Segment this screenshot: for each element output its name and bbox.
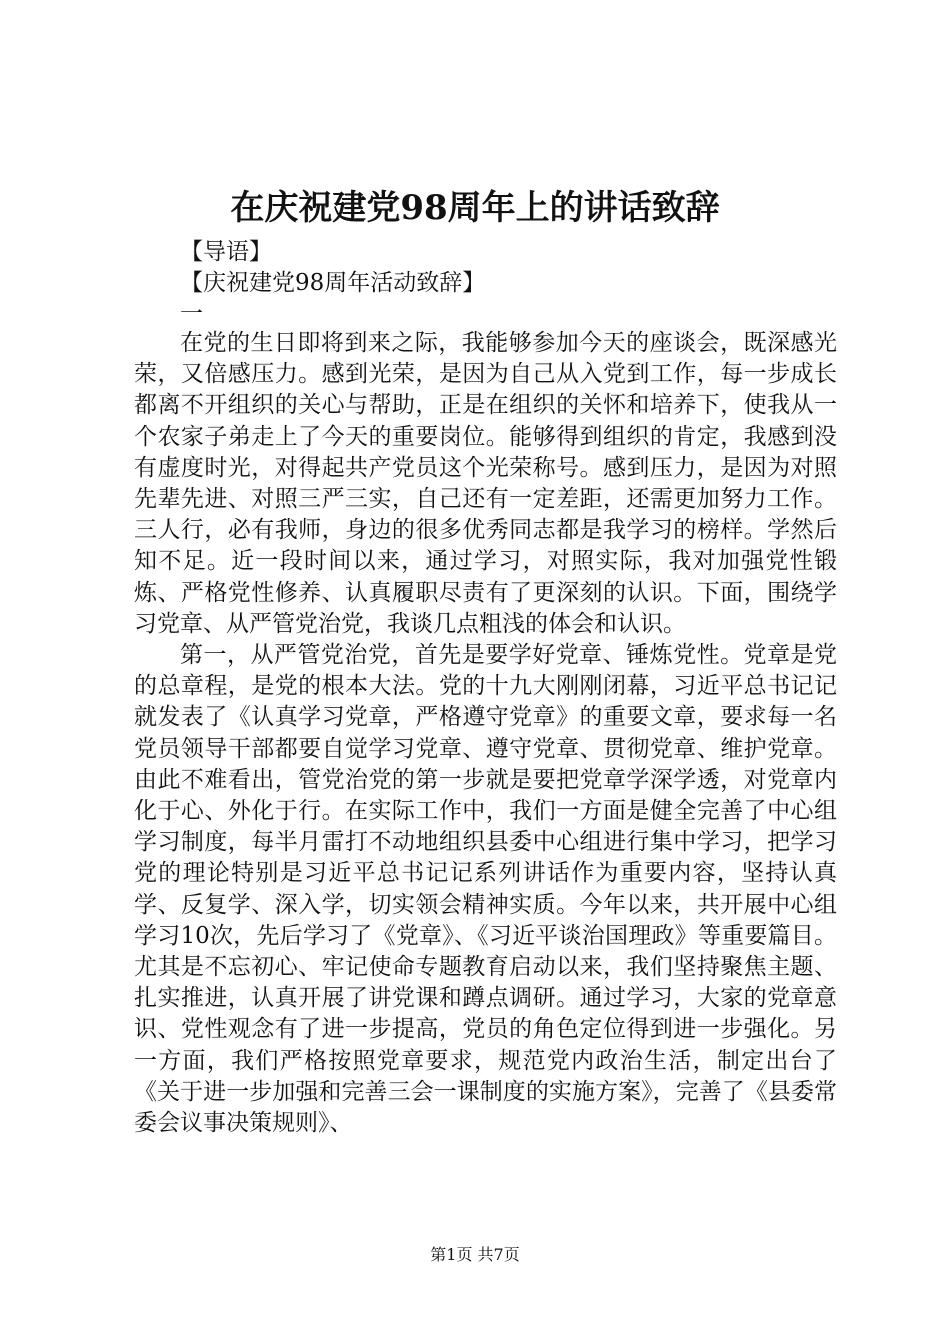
paragraph-first-point: 第一，从严管党治党，首先是要学好党章、锤炼党性。党章是党的总章程，是党的根本大法。党的十九大刚刚闭幕，习近平总书记记就发表了《认真学习党章，严格遵守党章》的重要文章，要求每一名党员领导干部都要自觉学习党章、遵守党章、贯彻党章、维护党章。由此不难看出，管党治党的第一步就是要把党章学深学透，对党章内化于心、外化于行。在实际工作中，我们一方面是健全完善了中心组学习制度，每半月雷打不动地组织县委中心组进行集中学习，把学习党的理论特别是习近平总书记记系列讲话作为重要内容，坚持认真学、反复学、深入学，切实领会精神实质。今年以来，共开展中心组学习10次，先后学习了《党章》、《习近平谈治国理政》等重要篇目。尤其是不忘初心、牢记使命专题教育启动以来，我们坚持聚焦主题、扎实推进，认真开展了讲党课和蹲点调研。通过学习，大家的党章意识、党性观念有了进一步提高，党员的角色定位得到进一步强化。另一方面，我们严格按照党章要求，规范党内政治生活，制定出台了《关于进一步加强和完善三会一课制度的实施方案》，完善了《县委常委会议事决策规则》、 xyxy=(134,642,837,1137)
document-body xyxy=(134,328,837,1139)
guide-label: 【导语】 xyxy=(180,239,272,265)
paragraph-intro: 在党的生日即将到来之际，我能够参加今天的座谈会，既深感光荣，又倍感压力。感到光荣，是因为自己从入党到工作，每一步成长都离不开组织的关心与帮助，正是在组织的关怀和培养下，使我从一个农家子弟走上了今天的重要岗位。能够得到组织的肯定，我感到没有虚度时光，对得起共产党员这个光荣称号。感到压力，是因为对照先辈先进、对照三严三实，自己还有一定差距，还需更加努力工作。三人行，必有我师，身边的很多优秀同志都是我学习的榜样。学然后知不足。近一段时间以来，通过学习，对照实际，我对加强党性锻炼、严格党性修养、认真履职尽责有了更深刻的认识。下面，围绕学习党章、从严管党治党，我谈几点粗浅的体会和认识。 xyxy=(134,330,837,637)
document-title: 在庆祝建党98周年上的讲话致辞 xyxy=(230,188,720,228)
page-footer: 第1页 共7页 xyxy=(430,1245,520,1264)
section-heading: 【庆祝建党98周年活动致辞】 xyxy=(180,270,486,296)
section-number: 一 xyxy=(180,301,203,327)
